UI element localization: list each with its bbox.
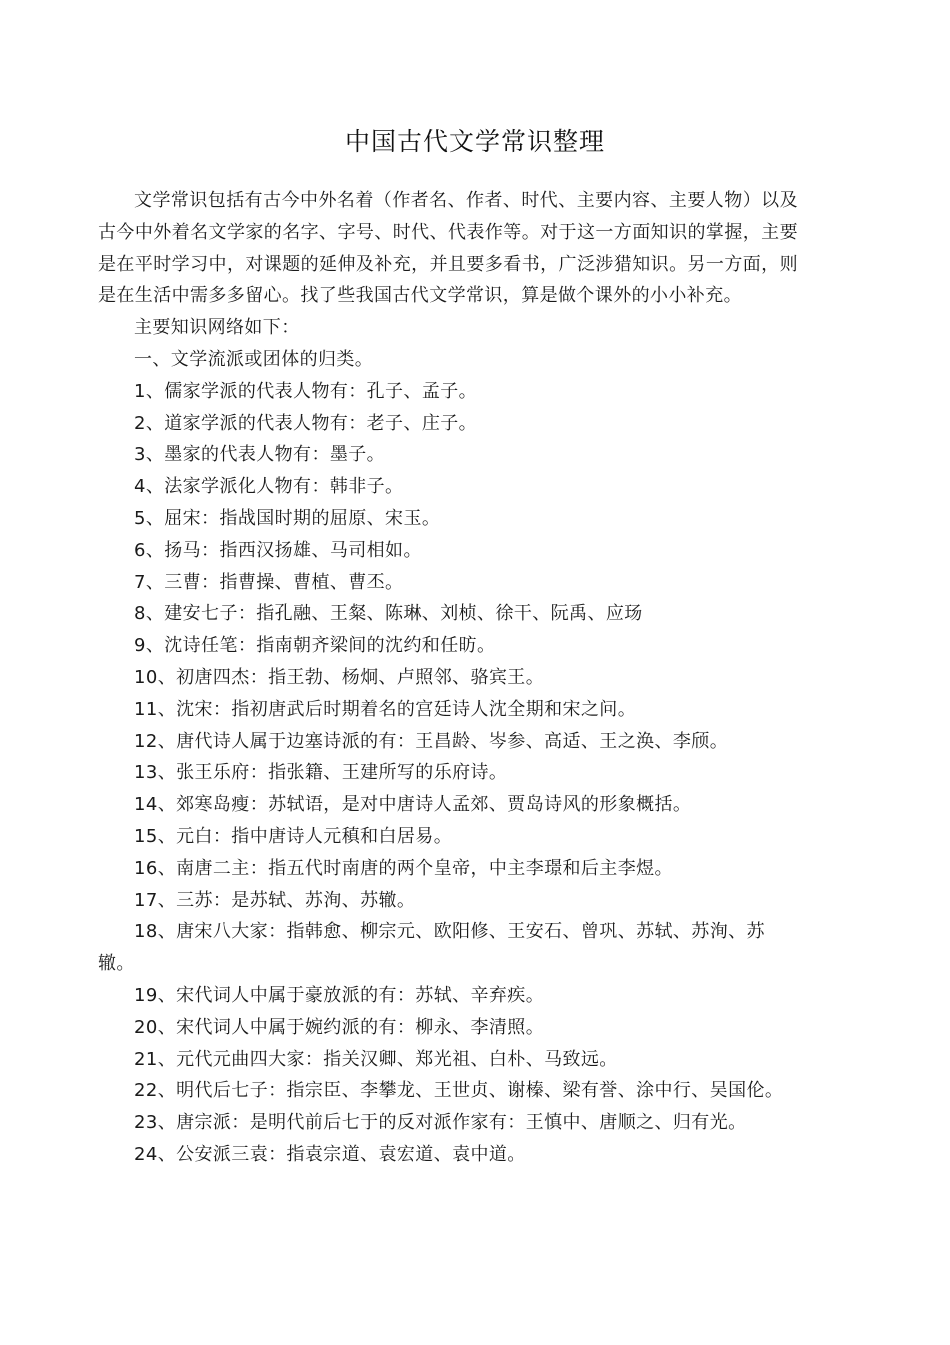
list-item: 16、南唐二主：指五代时南唐的两个皇帝，中主李璟和后主李煜。 [134,857,673,879]
list-item: 1、儒家学派的代表人物有：孔子、孟子。 [134,380,478,402]
list-item: 20、宋代词人中属于婉约派的有：柳永、李清照。 [134,1016,545,1038]
list-item: 10、初唐四杰：指王勃、杨炯、卢照邻、骆宾王。 [134,666,545,688]
list-item: 22、明代后七子：指宗臣、李攀龙、王世贞、谢榛、梁有誉、涂中行、吴国伦。 [134,1080,784,1102]
list-item: 5、屈宋：指战国时期的屈原、宋玉。 [134,507,441,529]
document-body [98,185,798,1171]
document-title: 中国古代文学常识整理 [344,127,605,156]
section-heading: 一、文学流派或团体的归类。 [134,348,374,370]
list-item: 2、道家学派的代表人物有：老子、庄子。 [134,412,478,434]
list-item: 4、法家学派化人物有：韩非子。 [134,476,404,498]
list-item: 13、张王乐府：指张籍、王建所写的乐府诗。 [134,762,508,784]
knowledge-list [98,376,798,1171]
list-item: 6、扬马：指西汉扬雄、马司相如。 [134,539,422,561]
network-heading: 主要知识网络如下： [134,317,300,339]
list-item: 3、墨家的代表人物有：墨子。 [134,444,386,466]
list-item: 19、宋代词人中属于豪放派的有：苏轼、辛弃疾。 [134,984,545,1006]
list-item: 7、三曹：指曹操、曹植、曹丕。 [134,571,404,593]
list-item: 21、元代元曲四大家：指关汉卿、郑光祖、白朴、马致远。 [134,1048,618,1070]
intro-paragraph: 文学常识包括有古今中外名着（作者名、作者、时代、主要内容、主要人物）以及古今中外着名文学家的名字、字号、时代、代表作等。对于这一方面知识的掌握，主要是在平时学习中，对课题的延伸及补充，并且要多看书，广泛涉猎知识。另一方面，则是在生活中需多多留心。找了些我国古代文学常识，算是做个课外的小小补充。 [98,190,798,307]
list-item: 11、沈宋：指初唐武后时期着名的宫廷诗人沈全期和宋之问。 [134,698,637,720]
list-item: 24、公安派三袁：指袁宗道、袁宏道、袁中道。 [134,1143,526,1165]
list-item: 15、元白：指中唐诗人元稹和白居易。 [134,825,453,847]
list-item: 8、建安七子：指孔融、王粲、陈琳、刘桢、徐干、阮禹、应玚 [134,603,643,625]
list-item: 18、唐宋八大家：指韩愈、柳宗元、欧阳修、王安石、曾巩、苏轼、苏洵、苏辙。 [98,921,765,975]
list-item: 9、沈诗任笔：指南朝齐梁间的沈约和任昉。 [134,635,496,657]
list-item: 12、唐代诗人属于边塞诗派的有：王昌龄、岑参、高适、王之涣、李颀。 [134,730,729,752]
list-item: 17、三苏：是苏轼、苏洵、苏辙。 [134,889,416,911]
list-item: 23、唐宗派：是明代前后七于的反对派作家有：王慎中、唐顺之、归有光。 [134,1112,747,1134]
list-item: 14、郊寒岛瘦：苏轼语，是对中唐诗人孟郊、贾岛诗风的形象概括。 [134,794,692,816]
